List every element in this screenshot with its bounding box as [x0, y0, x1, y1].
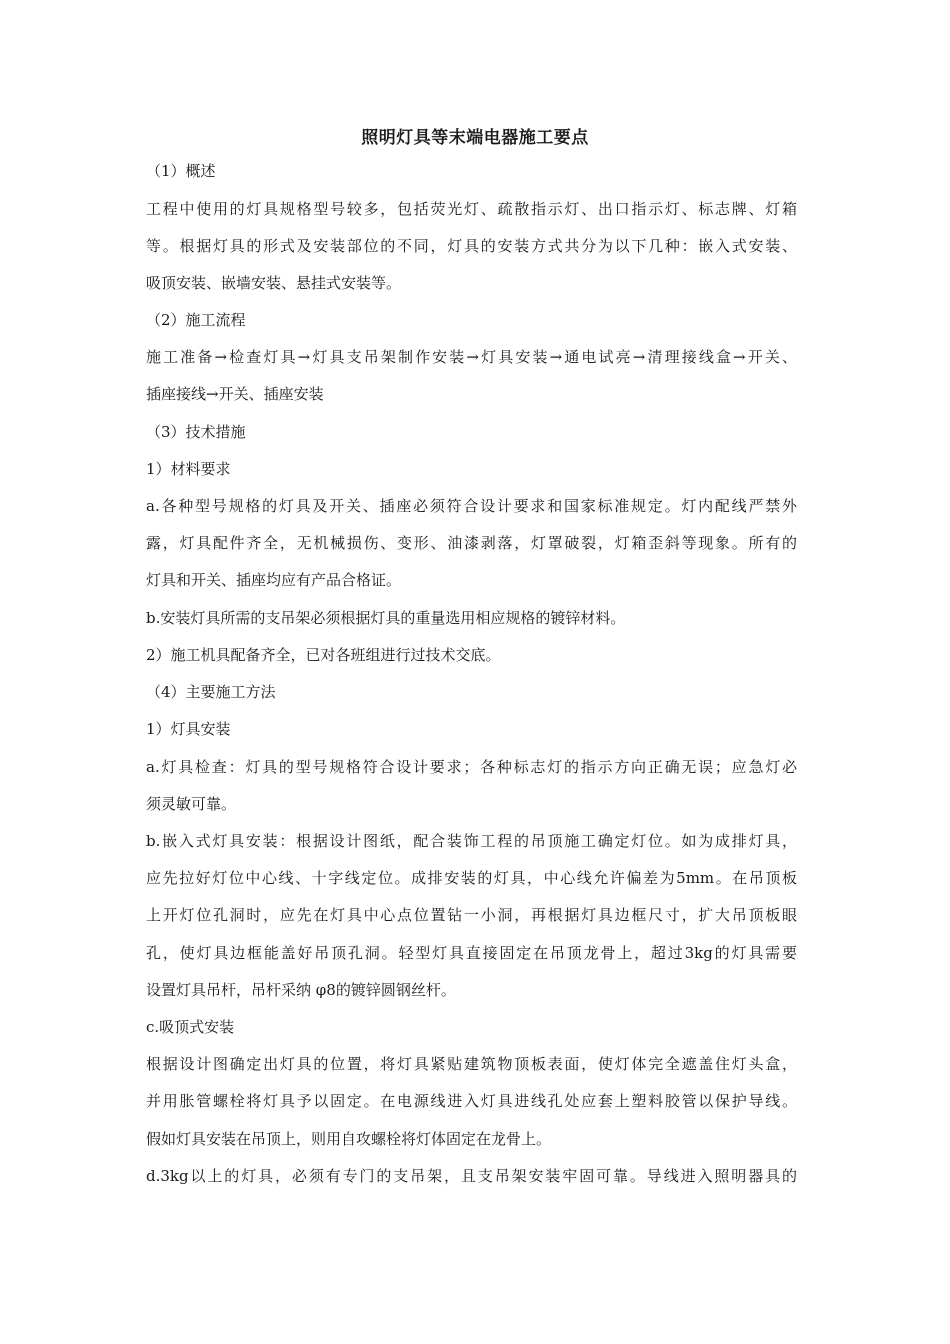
paragraph-line: 工程中使用的灯具规格型号较多，包括荧光灯、疏散指示灯、出口指示灯、标志牌、灯箱	[146, 200, 797, 218]
paragraph-line: 插座接线→开关、插座安装	[146, 385, 324, 403]
paragraph-line: 假如灯具安装在吊顶上，则用自攻螺栓将灯体固定在龙骨上。	[146, 1130, 552, 1148]
section-heading-overview: （1）概述	[146, 162, 216, 180]
paragraph-line: 2）施工机具配备齐全，已对各班组进行过技术交底。	[146, 646, 501, 664]
paragraph-line: 上开灯位孔洞时，应先在灯具中心点位置钻一小洞，再根据灯具边框尺寸，扩大吊顶板眼	[146, 906, 797, 924]
paragraph-line: b.安装灯具所需的支吊架必须根据灯具的重量选用相应规格的镀锌材料。	[146, 609, 626, 627]
paragraph-line: 吸顶安装、嵌墙安装、悬挂式安装等。	[146, 274, 402, 292]
paragraph-line: a.各种型号规格的灯具及开关、插座必须符合设计要求和国家标准规定。灯内配线严禁外	[146, 497, 797, 515]
paragraph-line: 露，灯具配件齐全，无机械损伤、变形、油漆剥落，灯罩破裂，灯箱歪斜等现象。所有的	[146, 534, 797, 552]
paragraph-line: 设置灯具吊杆，吊杆采纳 φ8的镀锌圆钢丝杆。	[146, 981, 456, 999]
paragraph-line: d.3kg以上的灯具，必须有专门的支吊架，且支吊架安装牢固可靠。导线进入照明器具的	[146, 1167, 797, 1185]
subheading-lamp-install: 1）灯具安装	[146, 720, 231, 738]
subheading-ceiling-mount: c.吸顶式安装	[146, 1018, 235, 1036]
paragraph-line: a.灯具检查：灯具的型号规格符合设计要求；各种标志灯的指示方向正确无误；应急灯必	[146, 758, 797, 776]
paragraph-line: 孔，使灯具边框能盖好吊顶孔洞。轻型灯具直接固定在吊顶龙骨上，超过3kg的灯具需要	[146, 944, 797, 962]
paragraph-line: 须灵敏可靠。	[146, 795, 237, 813]
section-heading-process: （2）施工流程	[146, 311, 246, 329]
paragraph-line: 灯具和开关、插座均应有产品合格证。	[146, 571, 402, 589]
paragraph-line: 应先拉好灯位中心线、十字线定位。成排安装的灯具，中心线允许偏差为5mm。在吊顶板	[146, 869, 797, 887]
paragraph-line: 根据设计图确定出灯具的位置，将灯具紧贴建筑物顶板表面，使灯体完全遮盖住灯头盒，	[146, 1055, 797, 1073]
section-heading-methods: （4）主要施工方法	[146, 683, 276, 701]
document-title: 照明灯具等末端电器施工要点	[361, 128, 589, 148]
subheading-materials: 1）材料要求	[146, 460, 231, 478]
paragraph-line: 等。根据灯具的形式及安装部位的不同，灯具的安装方式共分为以下几种：嵌入式安装、	[146, 237, 797, 255]
paragraph-line: 并用胀管螺栓将灯具予以固定。在电源线进入灯具进线孔处应套上塑料胶管以保护导线。	[146, 1092, 797, 1110]
paragraph-line: 施工准备→检查灯具→灯具支吊架制作安装→灯具安装→通电试亮→清理接线盒→开关、	[146, 348, 797, 366]
paragraph-line: b.嵌入式灯具安装：根据设计图纸，配合装饰工程的吊顶施工确定灯位。如为成排灯具，	[146, 832, 797, 850]
section-heading-technical: （3）技术措施	[146, 423, 246, 441]
